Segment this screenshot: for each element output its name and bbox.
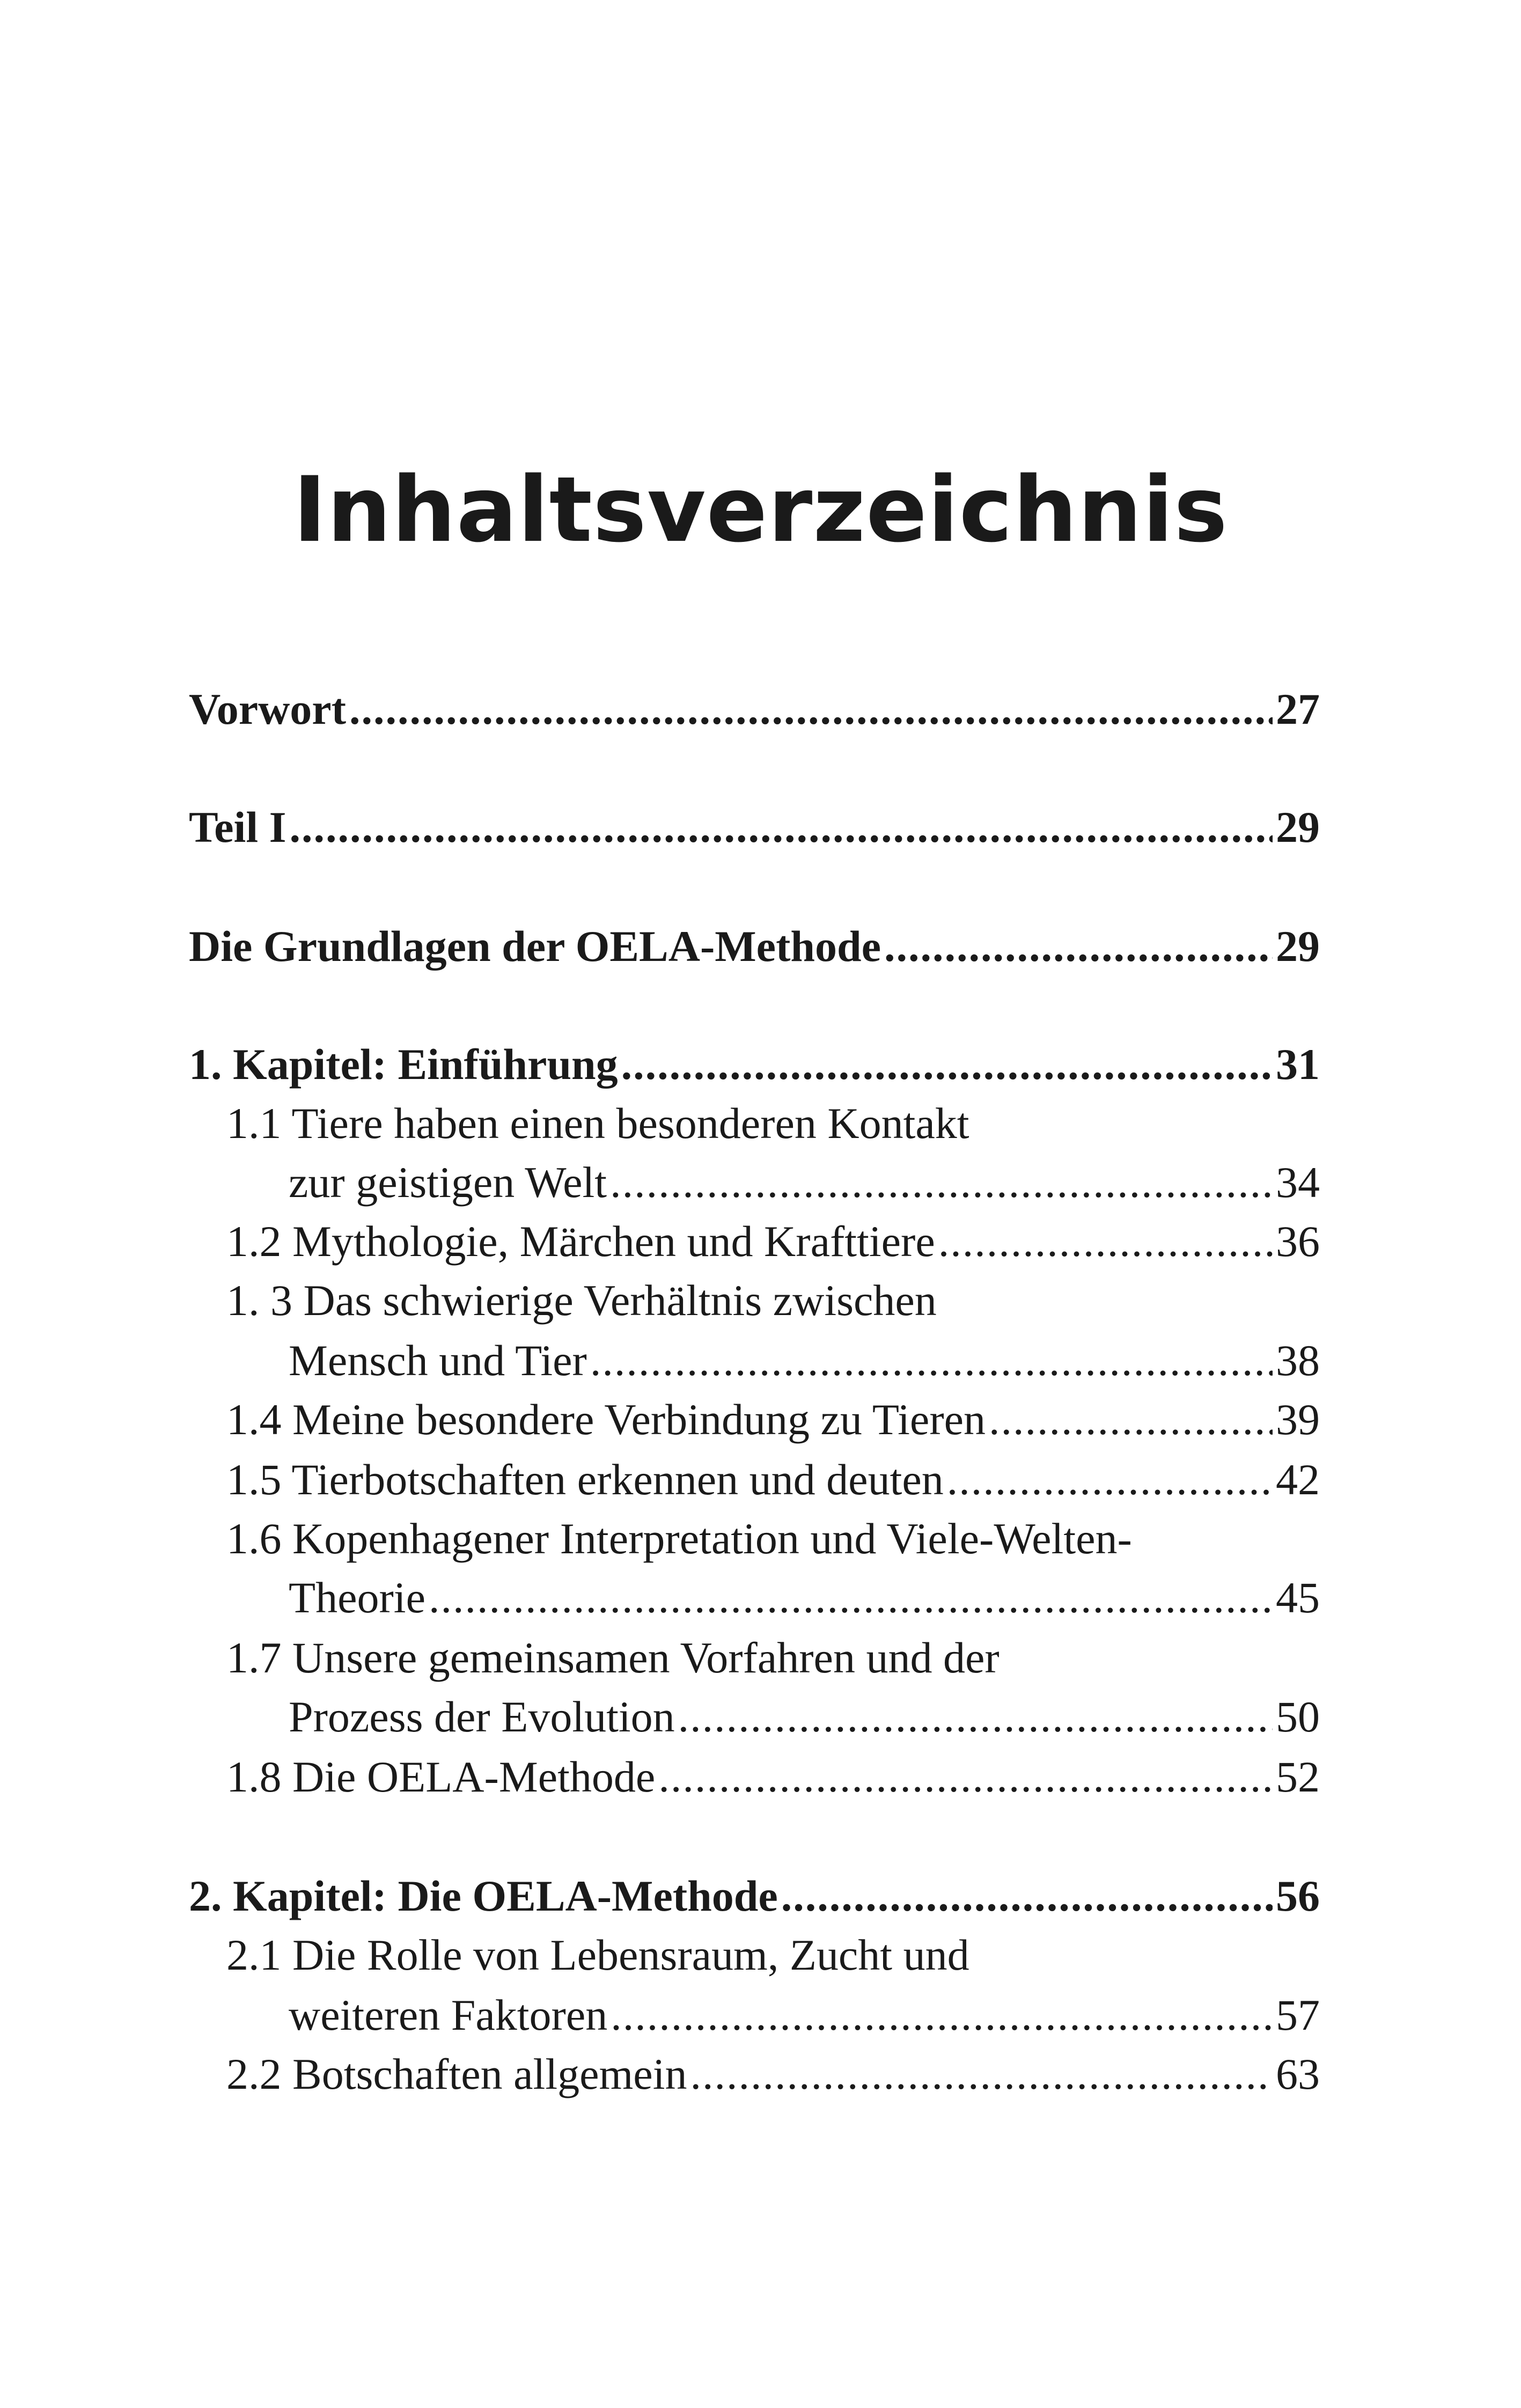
toc-entry-vorwort xyxy=(189,681,1320,737)
toc-entry-text: zur geistigen Welt xyxy=(289,1158,607,1207)
toc-entry-teil-1 xyxy=(189,799,1320,855)
toc-entry-1-1-cont xyxy=(289,1155,1320,1210)
toc-page-number: 29 xyxy=(1276,922,1320,971)
dot-leader xyxy=(349,681,1273,737)
dot-leader xyxy=(690,2046,1273,2102)
toc-entry-1-7-cont xyxy=(289,1689,1320,1745)
toc-entry-1-7 xyxy=(226,1630,1320,1686)
toc-entry-text: 1. Kapitel: Einführung xyxy=(189,1040,618,1089)
toc-entry-2-1 xyxy=(226,1927,1320,1983)
toc-entry-2-1-cont xyxy=(289,1987,1320,2043)
toc-entry-text: weiteren Faktoren xyxy=(289,1991,608,2039)
toc-entry-1-2 xyxy=(226,1214,1320,1269)
dot-leader xyxy=(884,919,1273,974)
dot-leader xyxy=(658,1749,1273,1805)
toc-page-number: 29 xyxy=(1276,803,1320,851)
dot-leader xyxy=(621,1037,1273,1092)
toc-entry-text: Teil I xyxy=(189,803,286,851)
dot-leader xyxy=(290,799,1273,855)
toc-entry-text: Die Grundlagen der OELA-Methode xyxy=(189,922,881,971)
toc-page-number: 36 xyxy=(1276,1217,1320,1266)
toc-entry-1-4 xyxy=(226,1392,1320,1448)
dot-leader xyxy=(429,1570,1273,1626)
toc-page-number: 31 xyxy=(1276,1040,1320,1089)
toc-entry-1-1 xyxy=(226,1096,1320,1151)
dot-leader xyxy=(947,1452,1273,1508)
toc-entry-text: 1. 3 Das schwierige Verhältnis zwischen xyxy=(226,1276,937,1325)
toc-entry-text: 1.7 Unsere gemeinsamen Vorfahren und der xyxy=(226,1633,1000,1682)
toc-entry-grundlagen xyxy=(189,919,1320,974)
toc-entry-text: Theorie xyxy=(289,1573,425,1622)
dot-leader xyxy=(611,1987,1273,2043)
toc-page-number: 63 xyxy=(1276,2050,1320,2098)
toc-entry-kapitel-2 xyxy=(189,1868,1320,1924)
toc-entry-1-5 xyxy=(226,1452,1320,1508)
toc-page-number: 38 xyxy=(1276,1336,1320,1385)
toc-page-number: 52 xyxy=(1276,1752,1320,1801)
dot-leader xyxy=(989,1392,1273,1448)
toc-page-number: 42 xyxy=(1276,1455,1320,1504)
toc-entry-text: 2.1 Die Rolle von Lebensraum, Zucht und xyxy=(226,1930,969,1979)
toc-entry-1-3-cont xyxy=(289,1333,1320,1389)
toc-page-number: 50 xyxy=(1276,1692,1320,1741)
toc-entry-text: 1.8 Die OELA-Methode xyxy=(226,1752,656,1801)
dot-leader xyxy=(938,1214,1273,1269)
dot-leader xyxy=(678,1689,1273,1745)
toc-entry-1-6 xyxy=(226,1511,1320,1567)
toc-entry-text: 1.2 Mythologie, Märchen und Krafttiere xyxy=(226,1217,935,1266)
toc-entry-1-6-cont xyxy=(289,1570,1320,1626)
toc-entry-text: 1.5 Tierbotschaften erkennen und deuten xyxy=(226,1455,944,1504)
toc-page-number: 34 xyxy=(1276,1158,1320,1207)
toc-entry-1-8 xyxy=(226,1749,1320,1805)
toc-entry-text: Mensch und Tier xyxy=(289,1336,587,1385)
toc-entry-text: 2.2 Botschaften allgemein xyxy=(226,2050,687,2098)
toc-entry-1-3 xyxy=(226,1273,1320,1328)
toc-entry-text: 2. Kapitel: Die OELA-Methode xyxy=(189,1871,778,1920)
dot-leader xyxy=(610,1155,1273,1210)
toc-entry-kapitel-1 xyxy=(189,1037,1320,1092)
toc-entry-text: Vorwort xyxy=(189,685,347,733)
toc-entry-text: 1.4 Meine besondere Verbindung zu Tieren xyxy=(226,1395,986,1444)
toc-entry-text: Prozess der Evolution xyxy=(289,1692,675,1741)
toc-entry-text: 1.6 Kopenhagener Interpretation und Viele-Welten- xyxy=(226,1514,1132,1563)
toc-page-number: 56 xyxy=(1276,1871,1320,1920)
toc-page-number: 45 xyxy=(1276,1573,1320,1622)
dot-leader xyxy=(590,1333,1273,1389)
page-title: Inhaltsverzeichnis xyxy=(293,457,1228,562)
toc-entry-2-2 xyxy=(226,2046,1320,2102)
toc-entry-text: 1.1 Tiere haben einen besonderen Kontakt xyxy=(226,1099,969,1148)
toc-page-number: 39 xyxy=(1276,1395,1320,1444)
toc-page-number: 57 xyxy=(1276,1991,1320,2039)
toc-page-number: 27 xyxy=(1276,685,1320,733)
dot-leader xyxy=(781,1868,1273,1924)
